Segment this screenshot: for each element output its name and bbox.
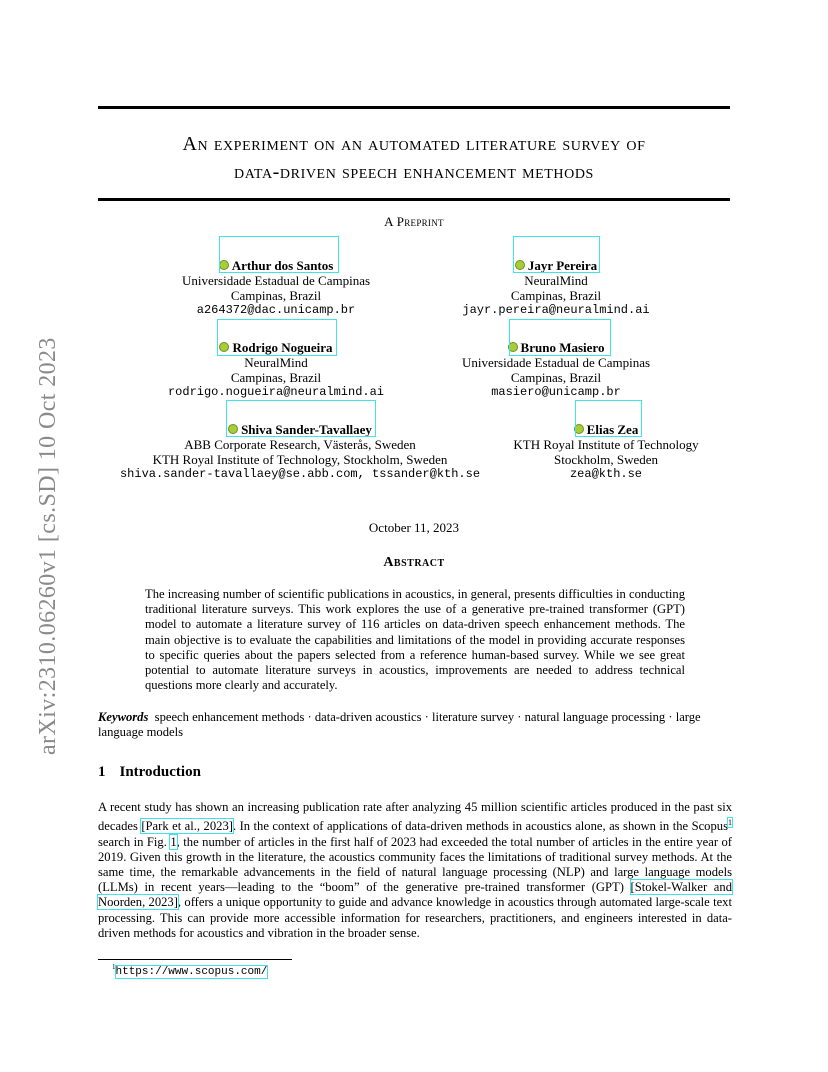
- title-top-rule: [98, 106, 730, 109]
- author-link-box[interactable]: [509, 319, 611, 356]
- footnote-mark: 1: [112, 963, 116, 971]
- author-name[interactable]: Bruno Masiero: [440, 340, 672, 355]
- author-location: Campinas, Brazil: [510, 370, 602, 385]
- title-line-1: An experiment on an automated literature survey of: [182, 133, 646, 155]
- author-email: rodrigo.nogueira@neuralmind.ai: [167, 385, 385, 399]
- intro-paragraph: A recent study has shown an increasing publication rate after analyzing 45 million scientific articles produced in the past six decades [Park et al., 2023]. In the context of applications of data-driven methods in acoustics alone, as shown in the Scopus$^1$ search in Fig. 1, the number of articles in the first half of 2023 had exceeded the total number of articles in the entire year of 2019. Given this growth in the literature, the acoustics community faces the limitations of traditional survey methods. At the same time, the remarkable advancements in the field of natural language processing (NLP) and large language models (LLMs) in recent years—leading to the “boom” of the generative pre-trained transformer (GPT) [Stokel-Walker and Noorden, 2023], offers a unique opportunity to guide and advance knowledge in acoustics through automated large-scale text processing. This can provide more accessible information for researchers, practitioners, and engineers interested in data-driven methods for acoustics and vibration in the broader sense.: [98, 800, 732, 940]
- author-link-box[interactable]: [513, 236, 600, 273]
- citation-link[interactable]: [Park et al., 2023]: [141, 819, 233, 834]
- author-link-box[interactable]: [217, 319, 337, 356]
- author-link-box[interactable]: [226, 400, 376, 437]
- footnote-url-link[interactable]: https://www.scopus.com/: [115, 965, 268, 978]
- abstract-heading: Abstract: [383, 555, 445, 570]
- preprint-label: A Preprint: [384, 214, 444, 229]
- author-name[interactable]: Rodrigo Nogueira: [150, 340, 402, 355]
- author-location: Campinas, Brazil: [230, 288, 322, 303]
- author-affiliation: Universidade Estadual de Campinas: [461, 355, 651, 370]
- author-link-box[interactable]: [219, 236, 339, 273]
- author-location: Campinas, Brazil: [510, 288, 602, 303]
- author-name[interactable]: Jayr Pereira: [440, 258, 672, 273]
- author-email: shiva.sander-tavallaey@se.abb.com, tssander@kth.se: [119, 467, 481, 481]
- author-email: zea@kth.se: [569, 467, 642, 481]
- author-location: Stockholm, Sweden: [554, 452, 658, 467]
- section-number: 1: [98, 764, 106, 780]
- footnote-link[interactable]: 1: [727, 818, 732, 828]
- footnote: [112, 963, 267, 978]
- paper-date: October 11, 2023: [368, 520, 460, 535]
- citation-link[interactable]: [Stokel-Walker and Noorden, 2023]: [98, 880, 732, 910]
- arxiv-identifier: arXiv:2310.06260v1 [cs.SD] 10 Oct 2023: [35, 337, 61, 755]
- footnote-rule: [98, 959, 292, 960]
- paper-title: [98, 130, 730, 186]
- author-affiliation: Universidade Estadual de Campinas: [181, 273, 371, 288]
- abstract-text: The increasing number of scientific publications in acoustics, in general, presents difficulties in conducting traditional literature surveys. This work explores the use of a generative pre-trained transformer (GPT) model to automate a literature survey of 116 articles on data-driven speech enhancement methods. The main objective is to evaluate the capabilities and limitations of the model in providing accurate responses to specific queries about the papers selected from a reference human-based survey. While we see great potential to automate literature surveys in acoustics, improvements are needed to address technical questions more clearly and accurately.: [145, 587, 685, 693]
- author-email: a264372@dac.unicamp.br: [196, 303, 356, 317]
- keywords-block: [98, 710, 732, 740]
- title-line-2: data-driven speech enhancement methods: [234, 161, 594, 183]
- author-email: jayr.pereira@neuralmind.ai: [462, 303, 650, 317]
- title-bottom-rule: [98, 198, 730, 201]
- author-affiliation: KTH Royal Institute of Technology: [513, 437, 699, 452]
- author-affiliation: NeuralMind: [524, 273, 588, 288]
- author-affiliation: NeuralMind: [244, 355, 308, 370]
- author-name[interactable]: Shiva Sander-Tavallaey: [110, 422, 490, 437]
- keywords-label: Keywords: [98, 710, 149, 724]
- author-location: KTH Royal Institute of Technology, Stockholm, Sweden: [152, 452, 448, 467]
- author-location: Campinas, Brazil: [230, 370, 322, 385]
- author-name[interactable]: Arthur dos Santos: [150, 258, 402, 273]
- author-name[interactable]: Elias Zea: [480, 422, 732, 437]
- author-email: masiero@unicamp.br: [491, 385, 621, 399]
- keywords-text: speech enhancement methods · data-driven acoustics · literature survey · natural language processing · large language models: [98, 710, 701, 740]
- author-link-box[interactable]: [575, 400, 642, 437]
- section-heading: [98, 764, 201, 781]
- section-title: Introduction: [119, 764, 201, 780]
- figure-link[interactable]: 1: [170, 834, 177, 849]
- author-affiliation: ABB Corporate Research, Västerås, Sweden: [184, 437, 416, 452]
